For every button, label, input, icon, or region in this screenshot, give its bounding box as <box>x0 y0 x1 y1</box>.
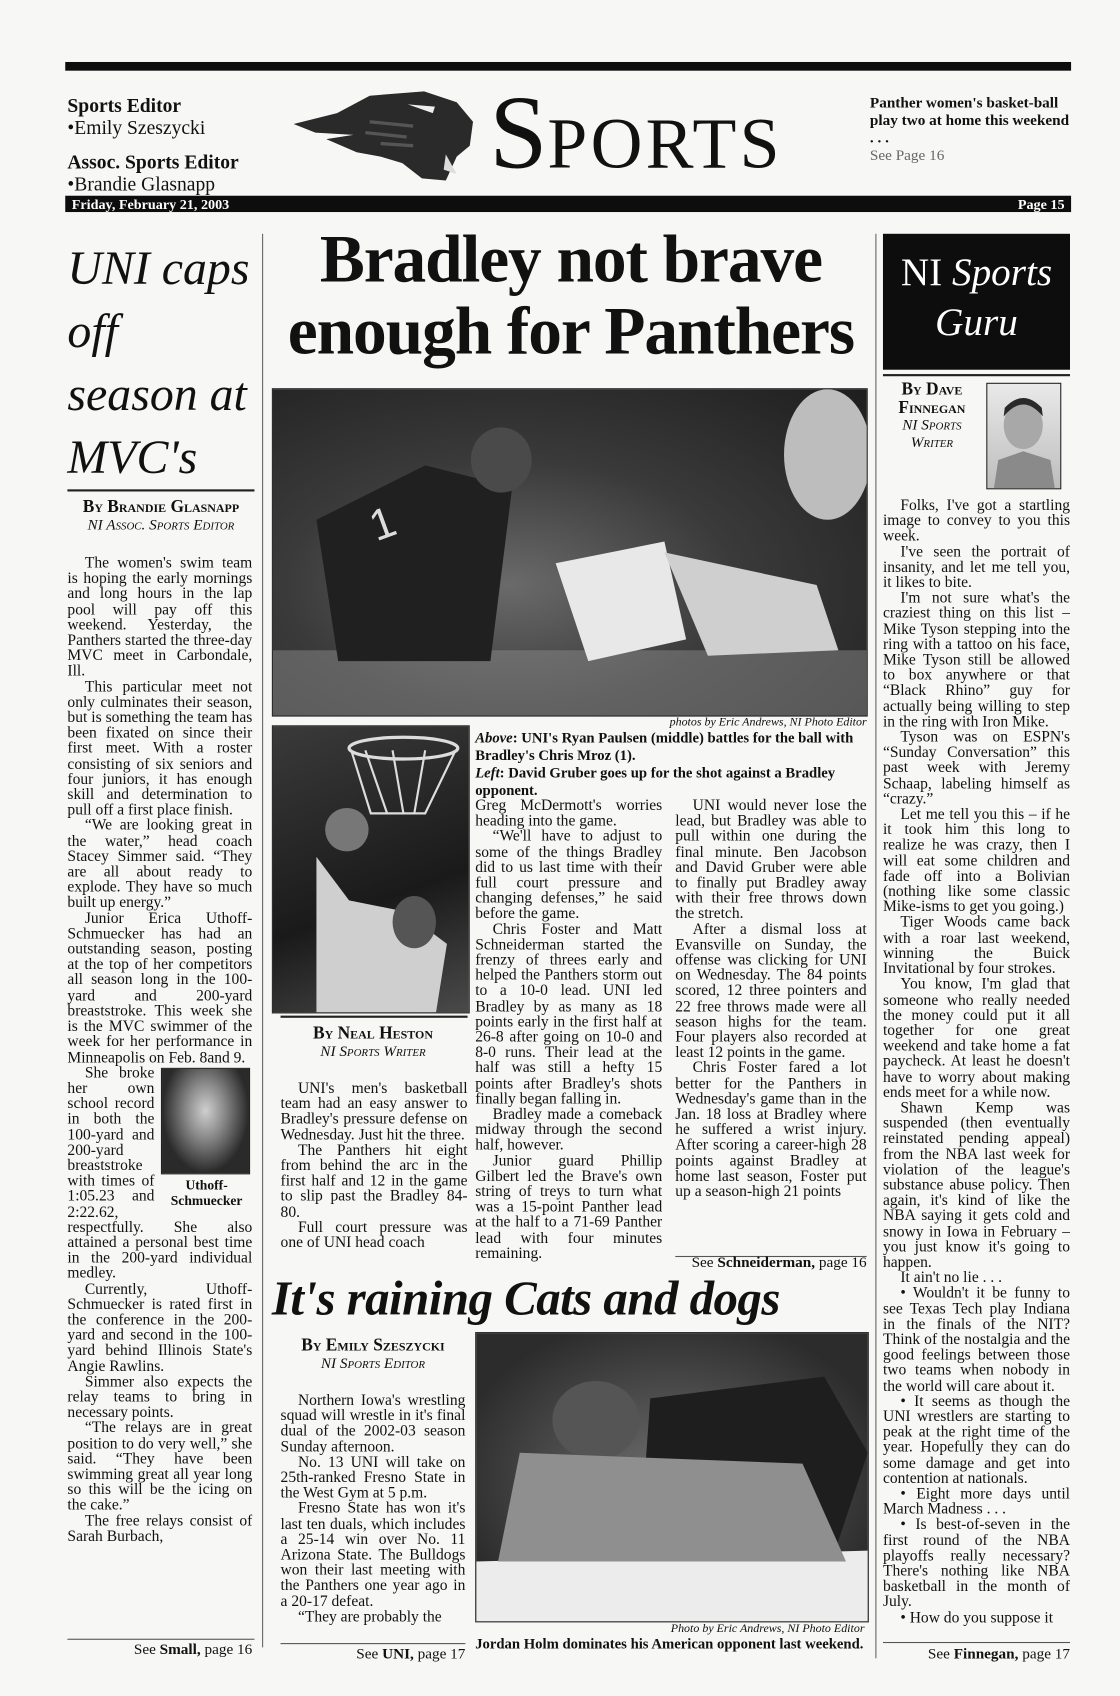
paragraph: Tiger Woods came back with a roar last weekend, winning the Buick Invitational by four strokes. <box>882 913 1071 978</box>
paragraph: “We are looking great in the water,” head coach Stacey Simmer said. “They are all about ready to explode. They have so much built up energy.” <box>67 817 253 912</box>
caption-text: : UNI's Ryan Paulsen (middle) battles for the ball with Bradley's Chris Mroz (1). <box>475 729 854 764</box>
paragraph: The Panthers hit eight from behind the arc in the first half and 12 in the game to slip past the Bradley 84-80. <box>280 1141 468 1221</box>
paragraph: Junior guard Phillip Gilbert led the Brave's own string of treys to turn what was a 15-point Panther lead at the half to a 71-69 Panther lead with four minutes remaining. <box>475 1152 663 1263</box>
jump-suffix: page 16 <box>204 1641 253 1659</box>
wrestling-photo-credit: Photo by Eric Andrews, NI Photo Editor <box>670 1622 865 1636</box>
caption-label: Above <box>475 729 513 746</box>
paragraph: Folks, I've got a startling image to convey to you this week. <box>882 498 1071 546</box>
paragraph: “The relays are in great position to do very well,” she said. “They have been swimming great all year long so this will be the icing on the cake.” <box>67 1419 253 1515</box>
paragraph: • Eight more days until March Madness . . . <box>882 1485 1071 1519</box>
paragraph: • It seems as though the UNI wrestlers are starting to peak at the right time of the year. Hopefully they can do some damage and get into contention at nationals. <box>882 1392 1071 1488</box>
wrestling-headline[interactable]: It's raining Cats and dogs <box>271 1271 780 1326</box>
wrestling-caption: Jordan Holm dominates his American opponent last weekend. <box>475 1635 864 1652</box>
paragraph: Junior Erica Uthoff-Schmuecker has had an outstanding season, posting at the top of her competitors all season long in the 100-yard and 200-yard breaststroke. This week she is the MVC swimmer of the week for her performance in Minneapolis on Feb. 8and 9. <box>67 909 253 1067</box>
jump-keyword: UNI, <box>382 1646 414 1663</box>
rule <box>883 374 1070 376</box>
guru-title-italic: Sports <box>952 250 1053 294</box>
guru-jump-link[interactable] <box>883 1646 1070 1663</box>
rule <box>281 1643 466 1644</box>
basketball-body-col1 <box>281 1081 468 1268</box>
wrestling-photo <box>475 1332 869 1622</box>
basketball-scramble-photo <box>272 388 868 716</box>
role-line: Writer <box>910 434 954 452</box>
jump-keyword: Finnegan, <box>953 1646 1019 1663</box>
swim-headline[interactable]: UNI caps off season at MVC's <box>67 241 250 484</box>
paragraph: I'm not sure what's the craziest thing on this list – Mike Tyson stepping into the ring with a tattoo on his face, Mike Tyson still be allowed to box anywhere or that “Black Rhino” guy for actually being willing to step in the ring with Iron Mike. <box>882 589 1071 731</box>
columnist-headshot <box>986 383 1061 490</box>
top-rule <box>65 62 1071 71</box>
paragraph: No. 13 UNI will take on 25th-ranked Fresno State in the West Gym at 5 p.m. <box>280 1453 466 1502</box>
jump-keyword: Small, <box>159 1641 201 1659</box>
swim-jump-link[interactable] <box>67 1642 252 1659</box>
jump-suffix: page 16 <box>818 1254 867 1272</box>
rule <box>281 1016 468 1018</box>
basketball-photo-credit: photos by Eric Andrews, NI Photo Editor <box>669 715 867 729</box>
byline-line: Finnegan <box>898 399 966 418</box>
assoc-editor-name: •Brandie Glasnapp <box>67 172 216 195</box>
role-line: NI Sports <box>902 417 962 434</box>
paragraph: Chris Foster and Matt Schneiderman started the frenzy of threes early and helped the Panthers storm out to a 10-0 lead. UNI led Bradley by as many as 18 points early in the first half at 26-8 after going on 10-0 and 8-0 runs. Their lead at the half was still a hefty 15 points after Bradley's shots finally began falling in. <box>475 920 663 1108</box>
editor-credits <box>67 95 284 195</box>
guru-title-box <box>883 234 1070 370</box>
svg-text:1: 1 <box>363 497 403 551</box>
hoop-and-player-illustration-icon <box>273 726 469 1012</box>
swimmer-mugshot <box>161 1068 252 1208</box>
person-portrait-icon <box>987 384 1060 488</box>
section-title-initial: S <box>489 73 548 191</box>
editor-label: Sports Editor <box>67 94 182 117</box>
caption-label: Left <box>475 764 500 781</box>
paragraph: I've seen the portrait of insanity, and let me tell you, it likes to bite. <box>882 543 1071 592</box>
jump-keyword: Schneiderman, <box>717 1254 816 1272</box>
paragraph: Simmer also expects the relay teams to bring in necessary points. <box>67 1373 253 1422</box>
jump-prefix: See <box>133 1641 156 1659</box>
headline-line: enough for Panthers <box>287 294 854 369</box>
guru-byline <box>883 381 981 453</box>
issue-date: Friday, February 21, 2003 <box>71 195 230 213</box>
paragraph: Greg McDermott's worries heading into the game. <box>475 798 663 830</box>
page-number: Page 15 <box>1017 195 1065 213</box>
swim-paragraphs <box>67 556 252 1544</box>
guru-title-line2: Guru <box>935 300 1018 344</box>
paragraph: Shawn Kemp was suspended (then eventually reinstated pending appeal) from the NBA last week for violation of the league's substance abuse policy. Then again, it's kind of like the NBA saying it gets cold and snowy in Iowa in February – you just know it's going to happen. <box>882 1099 1071 1272</box>
paragraph: Northern Iowa's wrestling squad will wrestle in it's final dual of the 2002-03 season Sunday afternoon. <box>280 1392 466 1456</box>
panther-logo-icon <box>294 89 479 181</box>
players-illustration-icon <box>273 389 867 715</box>
section-title-rest: PORTS <box>547 104 783 184</box>
basketball-shot-photo <box>272 725 470 1013</box>
column-divider <box>875 234 876 1658</box>
paragraph: UNI would never lose the lead, but Bradley was able to pull within one during the final minute. Ben Jacobson and David Gruber were able to finally put Bradley away with their free throws down the stretch. <box>675 798 867 923</box>
paragraph: Chris Foster fared a lot better for the Panthers in Wednesday's game than in the Jan. 18 loss at Bradley where he suffered a wrist injury. After scoring a career-high 28 points against Bradley at home last season, Foster put up a season-high 21 points <box>675 1059 867 1201</box>
basketball-byline: By Neal Heston <box>312 1024 433 1043</box>
paragraph: • How do you suppose it <box>900 1608 1054 1627</box>
paragraph: Full court pressure was one of UNI head coach <box>280 1218 468 1252</box>
wrestling-byline: By Emily Szeszycki <box>301 1336 445 1355</box>
wrestling-byline-role: NI Sports Editor <box>320 1355 426 1373</box>
column-divider <box>262 234 263 1648</box>
jump-suffix: page 17 <box>1022 1646 1071 1663</box>
rule <box>883 1642 1070 1643</box>
basketball-caption <box>475 730 866 800</box>
swimmer-photo <box>161 1068 250 1175</box>
byline-line: By Dave <box>901 380 963 400</box>
section-title <box>489 73 783 191</box>
paragraph: The women's swim team is hoping the early mornings and long hours in the lap pool will pay off this weekend. Yesterday, the Panthers started the three-day MVC meet in Carbondale, Ill. <box>67 555 253 681</box>
caption-text: : David Gruber goes up for the shot against a Bradley opponent. <box>475 764 836 799</box>
swim-body <box>67 556 252 1633</box>
wrestling-body <box>281 1393 466 1641</box>
paragraph: Currently, Uthoff-Schmuecker is rated first in the conference in the 200-yard and second in the 100-yard behind Illinois State's Angie Rawlins. <box>67 1280 253 1376</box>
date-bar <box>65 196 1071 212</box>
guru-title-plain: NI <box>900 250 943 294</box>
paragraph: UNI's men's basketball team had an easy answer to Bradley's pressure defense on Wednesday. Just hit the three. <box>280 1080 468 1144</box>
basketball-body-col3 <box>675 798 866 1255</box>
mugshot-caption: Uthoff-Schmuecker <box>170 1177 243 1208</box>
paragraph: “We'll have to adjust to some of the things Bradley did to us last time with their full court pressure and changing defenses,” he said before the game. <box>475 827 663 923</box>
paragraph: It ain't no lie . . . <box>900 1269 1003 1287</box>
editor-name: •Emily Szeszycki <box>67 116 206 139</box>
paragraph: The free relays consist of Sarah Burbach, <box>67 1512 253 1545</box>
paragraph: After a dismal loss at Evansville on Sunday, the offense was clicking for UNI on Wednesday. The 84 points scored, 12 three pointers and 22 free throws made were all season highs for the team. Four players also recorded at least 12 points in the game. <box>675 920 867 1062</box>
paragraph: Let me tell you this – if he it took him this long to realize he was crazy, then I will eat some children and fade off into a Bolivian (nothing like some classic Mike-isms to get you going.) <box>882 805 1071 916</box>
wrestling-jump-link[interactable] <box>281 1646 466 1663</box>
basketball-body-col2 <box>475 798 662 1270</box>
teaser-text: Panther women's basket-ball play two at home this weekend . . . <box>869 95 1070 147</box>
jump-prefix: See <box>356 1646 379 1663</box>
teaser-link[interactable]: See Page 16 <box>869 147 945 165</box>
paragraph: “They are probably the <box>297 1608 442 1626</box>
jump-prefix: See <box>691 1254 714 1272</box>
jump-prefix: See <box>927 1646 950 1663</box>
swim-byline: By Brandie Glasnapp <box>82 498 240 517</box>
basketball-byline-role: NI Sports Writer <box>320 1043 426 1061</box>
assoc-editor-label: Assoc. Sports Editor <box>67 151 239 173</box>
teaser <box>870 96 1071 166</box>
swim-byline-role: NI Assoc. Sports Editor <box>87 517 235 534</box>
paragraph: • Wouldn't it be funny to see Texas Tech play Indiana in the finals of the NIT? Think of the nostalgia and the good feelings between those two teams when nobody in the world will care about it. <box>882 1284 1071 1395</box>
rule <box>67 1639 254 1640</box>
basketball-headline[interactable] <box>272 224 870 368</box>
paragraph: Bradley made a comeback midway through the second half, however. <box>475 1105 663 1155</box>
guru-body <box>883 498 1070 1634</box>
rule <box>67 489 254 491</box>
wrestlers-illustration-icon <box>476 1333 867 1621</box>
paragraph: She broke her own school record in both the 100-yard and 200-yard breaststroke with times of 1:05.23 and 2:22.62, respectfully. She also attained a personal best time in the 200-yard individual medley. <box>67 1064 253 1283</box>
paragraph: This particular meet not only culminates their season, but is something the team has been fixated on since their first meet. With a roster consisting of six seniors and four juniors, it has enough skill and determination to pull off a first place finish. <box>67 678 253 820</box>
paragraph: Fresno State has won it's last ten duals, which includes a 25-14 win over No. 11 Arizona State. The Bulldogs won their last meeting with the Panthers one year ago in a 20-17 defeat. <box>280 1499 466 1611</box>
headline-line: Bradley not brave <box>319 222 822 297</box>
jump-suffix: page 17 <box>417 1646 466 1663</box>
paragraph: Tyson was on ESPN's “Sunday Conversation” this past week with Jeremy Schaap, labeling himself as “crazy.” <box>882 728 1071 808</box>
paragraph: • Is best-of-seven in the first round of the NBA playoffs really necessary? There's nothing like NBA basketball in the month of July. <box>882 1516 1071 1611</box>
paragraph: You know, I'm glad that someone who really needed the money could put it all together for one great weekend and take home a fat paycheck. At least he doesn't have to worry about making ends meet for a while now. <box>882 975 1071 1102</box>
